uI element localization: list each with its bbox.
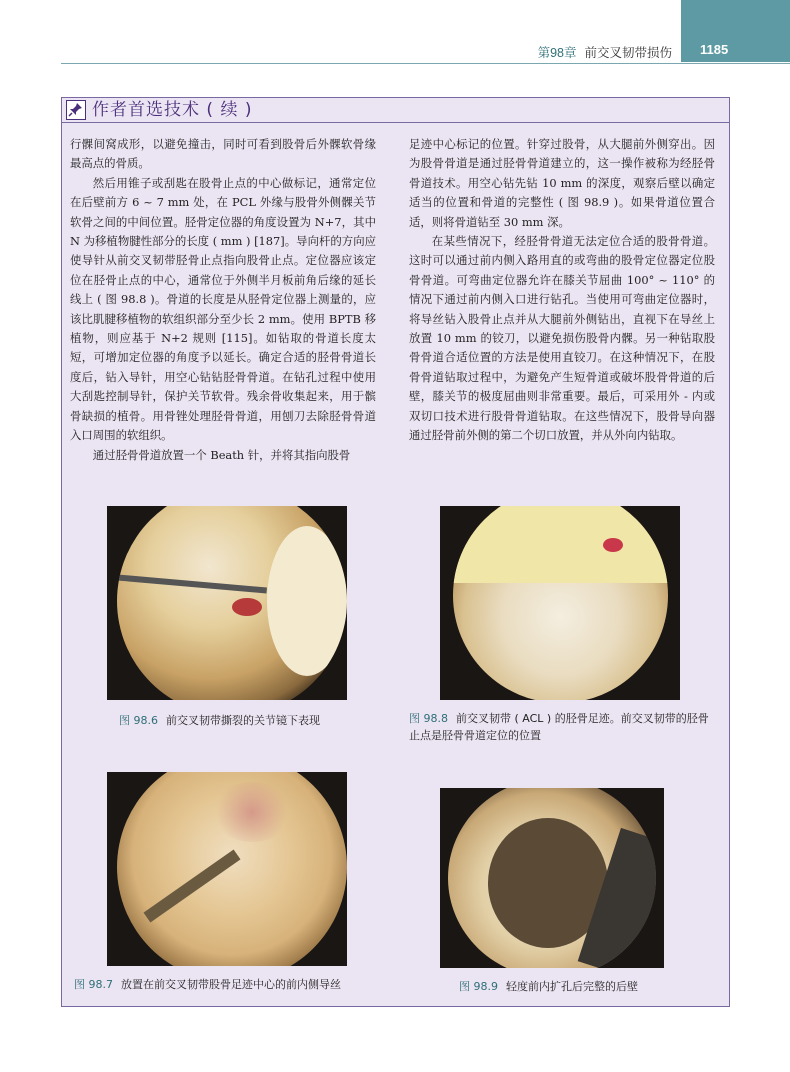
figure-98-6-caption: 图 98.6 前交叉韧带撕裂的关节镜下表现 bbox=[119, 714, 320, 727]
page-number: 1185 bbox=[700, 42, 729, 57]
red-tissue bbox=[603, 538, 623, 552]
figure-98-8-caption: 图 98.8 前交叉韧带 ( ACL ) 的胫骨足迹。前交叉韧带的胫骨止点是胫骨骨道定位的位置 bbox=[409, 712, 709, 742]
arthroscopic-view bbox=[117, 506, 347, 700]
paragraph: 通过胫骨骨道放置一个 Beath 针，并将其指向股骨 bbox=[92, 447, 351, 462]
arthroscopic-view bbox=[448, 788, 656, 968]
technique-box bbox=[61, 97, 730, 1007]
running-header bbox=[538, 43, 672, 61]
left-column bbox=[70, 135, 376, 465]
header-divider bbox=[61, 63, 790, 64]
guide-wire bbox=[144, 850, 241, 923]
paragraph: 在某些情况下，经胫骨骨道无法定位合适的股骨骨道。这时可以通过前内侧入路用直的或弯曲的股骨定位器定位股骨骨道。可弯曲定位器允许在膝关节屈曲 100° ~ 110° 的情况下通过前内侧入口进行钻孔。当使用可弯曲定位器时，将导丝钻入股骨止点并从大腿前外侧钻出，直视下在导丝上放置 10 mm 的铰刀，以避免损伤股骨内髁。另一种钻取股骨骨道合适位置的方法是使用直铰刀。在这种情况下，在股骨骨道钻取过程中，为避免产生短骨道或破坏股骨骨道的后壁，膝关节的极度屈曲则非常重要。最后，可采用外 - 内或双切口技术进行股骨骨道钻取。在这些情况下，股骨导向器通过胫骨前外侧的第二个切口放置，并从外向内钻取。 bbox=[409, 234, 715, 443]
femoral-condyle bbox=[267, 526, 347, 676]
paragraph: 行髁间窝成形，以避免撞击，同时可看到股骨后外髁软骨缘最高点的骨质。 bbox=[70, 137, 376, 171]
paragraph: 足迹中心标记的位置。针穿过股骨，从大腿前外侧穿出。因为股骨骨道是通过胫骨骨道建立的，这一操作被称为经胫骨骨道技术。用空心钻先钻 10 mm 的深度，观察后壁以确定适当的位置和骨道的完整性 ( 图 98.9 )。如果骨道位置合适，则将骨道钻至 30 mm 深。 bbox=[409, 137, 715, 229]
pushpin-icon bbox=[66, 100, 86, 120]
cartilage-rim bbox=[453, 506, 668, 583]
chapter-title: 前交叉韧带损伤 bbox=[584, 46, 672, 60]
probe-instrument bbox=[117, 574, 267, 593]
paragraph: 然后用锥子或刮匙在股骨止点的中心做标记，通常定位在后壁前方 6 ~ 7 mm 处，在 PCL 外缘与股骨外侧髁关节软骨之间的中间位置。胫骨定位器的角度设置为 N+7，其中 N 为移植物腱性部分的长度 ( mm ) [187]。导向杆的方向应使导针从前交叉韧带胫骨止点指向股骨止点。定位器应该定位在胫骨止点的中心，通常位于外侧半月板前角后缘的延长线上 ( 图 98.8 )。骨道的长度是从胫骨定位器上测量的，应该比肌腱移植物的软组织部分至少长 2 mm。使用 BPTB 移植物，则应基于 N+2 规则 [115]。如钻取的骨道长度太短，可增加定位器的角度予以延长。确定合适的胫骨骨道长度后，钻入导针，用空心钻钻胫骨骨道。在钻孔过程中使用大刮匙控制导针，保护关节软骨。残余骨收集起来，用于髌骨缺损的植骨。用骨锉处理胫骨骨道，用刨刀去除胫骨骨道入口周围的软组织。 bbox=[70, 175, 376, 443]
arthroscopic-view bbox=[117, 772, 347, 966]
red-speckle bbox=[212, 782, 292, 842]
figure-98-9-image bbox=[440, 788, 664, 968]
arthroscopic-view bbox=[453, 506, 668, 700]
figure-98-7-caption: 图 98.7 放置在前交叉韧带股骨足迹中心的前内侧导丝 bbox=[74, 978, 341, 991]
red-tissue bbox=[232, 598, 262, 616]
box-title: 作者首选技术 ( 续 ) bbox=[92, 100, 253, 120]
figure-98-9-caption: 图 98.9 轻度前内扩孔后完整的后壁 bbox=[459, 980, 638, 993]
box-title-bar bbox=[62, 98, 729, 122]
figure-98-8-image bbox=[440, 506, 680, 700]
figure-98-6-image bbox=[107, 506, 347, 700]
title-underline bbox=[62, 122, 729, 123]
figure-98-7-image bbox=[107, 772, 347, 966]
right-column bbox=[409, 135, 715, 446]
chapter-number: 第98章 bbox=[537, 46, 577, 60]
